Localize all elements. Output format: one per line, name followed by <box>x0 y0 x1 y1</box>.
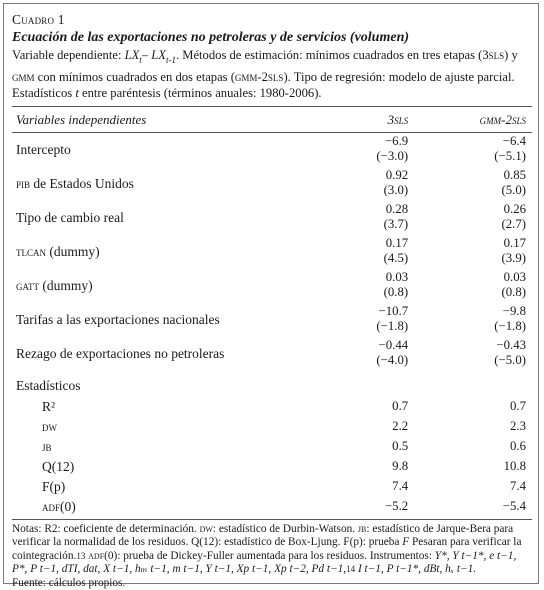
cell-3sls <box>326 132 409 167</box>
stat-label: R² <box>42 398 56 414</box>
stat-gmm2sls <box>408 415 532 435</box>
stat-gmm2sls <box>408 435 532 455</box>
row-label <box>16 269 326 293</box>
table-container <box>12 12 532 590</box>
t-stat: (0.8) <box>383 284 409 299</box>
coef-value: 0.17 <box>503 235 526 250</box>
coef-value: 0.03 <box>503 269 526 284</box>
t-stat: (−4.0) <box>376 352 409 367</box>
stat-label: jb <box>42 438 52 454</box>
coef-value: 0.28 <box>385 201 409 216</box>
coef-value: 0.17 <box>385 235 409 250</box>
t-stat: (2.7) <box>501 216 526 231</box>
coef-value: −10.7 <box>378 303 409 318</box>
coef-value: 0.03 <box>385 269 409 284</box>
stat-label-cell <box>12 395 326 415</box>
table-row <box>12 201 532 235</box>
coef-value: 0.26 <box>503 201 526 216</box>
row-label-rest: (dummy) <box>39 277 93 293</box>
stat-value: 0.6 <box>510 438 526 453</box>
empty-cell <box>408 371 532 395</box>
stat-3sls <box>326 495 409 520</box>
stats-heading-cell <box>12 371 326 395</box>
stat-3sls <box>326 395 409 415</box>
t-stat: (−5.0) <box>494 352 526 367</box>
row-label <box>16 235 326 259</box>
stat-label-cell <box>12 435 326 455</box>
t-stat: (4.5) <box>383 250 409 265</box>
stat-label: F(p) <box>42 478 66 494</box>
stat-value: 0.5 <box>392 438 409 453</box>
coef-value: −0.44 <box>378 337 409 352</box>
table-description: Variable dependiente: $LX_t-$ $LX_{t-1}$. Métodos de estimación: mínimos cuadrados en tres etapas (3sls) y gmm con mínimos cuadrados en dos etapas (gmm-2sls). Tipo de regresión: modelo de ajuste parcial. Estadísticos t entre paréntesis (términos anuales: 1980-2006). <box>12 47 532 107</box>
row-label: Tarifas a las exportaciones nacionales <box>16 311 220 327</box>
stat-value: −5.2 <box>384 498 409 513</box>
coef-value: −6.9 <box>384 133 409 148</box>
stat-label-cell <box>12 475 326 495</box>
row-label <box>16 167 326 191</box>
stat-value: 10.8 <box>503 458 526 473</box>
stat-label-cell <box>12 495 326 520</box>
stat-value: 2.2 <box>392 418 409 433</box>
t-stat: (−1.8) <box>494 318 526 333</box>
cell-3sls <box>326 235 409 269</box>
stat-3sls <box>326 435 409 455</box>
row-label-cell <box>12 235 326 269</box>
coef-value: −9.8 <box>502 303 526 318</box>
coef-value: −6.4 <box>502 133 526 148</box>
source-note: Fuente: cálculos propios. <box>12 576 126 589</box>
row-label: Intercepto <box>16 141 71 157</box>
row-label-rest: (dummy) <box>46 243 100 259</box>
table-header-row <box>12 107 532 133</box>
stat-label: Q(12) <box>42 458 75 474</box>
table-row <box>12 132 532 167</box>
table-row <box>12 269 532 303</box>
table-row <box>12 235 532 269</box>
stat-row <box>12 395 532 415</box>
t-stat: (−1.8) <box>376 318 409 333</box>
stat-gmm2sls <box>408 455 532 475</box>
stat-label: adf(0) <box>42 498 76 514</box>
t-stat: (5.0) <box>501 182 526 197</box>
stat-label: dw <box>42 418 57 434</box>
row-label-cell <box>12 337 326 371</box>
stat-value: 7.4 <box>392 478 409 493</box>
stat-gmm2sls <box>408 475 532 495</box>
cell-gmm2sls <box>408 167 532 201</box>
stat-gmm2sls <box>408 495 532 520</box>
stat-value: 0.7 <box>510 398 526 413</box>
row-label-cell <box>12 201 326 235</box>
row-label-cell <box>12 132 326 167</box>
row-label-cell <box>12 303 326 337</box>
col-header-3sls: 3sls <box>326 107 409 133</box>
empty-cell <box>326 371 409 395</box>
coef-value: −0.43 <box>496 337 526 352</box>
stat-3sls <box>326 415 409 435</box>
t-stat: (−5.1) <box>494 148 526 163</box>
t-stat: (0.8) <box>501 284 526 299</box>
cell-3sls <box>326 201 409 235</box>
row-label-cell <box>12 167 326 201</box>
regression-table <box>12 107 532 520</box>
coef-value: 0.92 <box>385 167 409 182</box>
cell-3sls <box>326 269 409 303</box>
table-row <box>12 337 532 371</box>
row-label-rest: de Estados Unidos <box>30 175 134 191</box>
stat-row <box>12 435 532 455</box>
table-row <box>12 167 532 201</box>
table-title: Ecuación de las exportaciones no petroleras y de servicios (volumen) <box>12 30 410 45</box>
cell-3sls <box>326 167 409 201</box>
stat-label-cell <box>12 455 326 475</box>
stats-heading-row <box>12 371 532 395</box>
stats-heading: Estadísticos <box>16 377 81 393</box>
t-stat: (3.0) <box>383 182 409 197</box>
cell-gmm2sls <box>408 201 532 235</box>
row-label: Rezago de exportaciones no petroleras <box>16 345 225 361</box>
stat-row <box>12 475 532 495</box>
stat-row <box>12 455 532 475</box>
row-label-cell <box>12 269 326 303</box>
stat-3sls <box>326 455 409 475</box>
table-label: Cuadro 1 <box>12 12 65 27</box>
coef-value: 0.85 <box>503 167 526 182</box>
stat-row <box>12 415 532 435</box>
col-header-gmm2sls: gmm-2sls <box>408 107 532 133</box>
cell-gmm2sls <box>408 337 532 371</box>
t-stat: (−3.0) <box>376 148 409 163</box>
row-label-abbrev: pib <box>16 175 31 191</box>
cell-3sls <box>326 337 409 371</box>
stat-value: 0.7 <box>392 398 409 413</box>
row-label-abbrev: gatt <box>16 277 39 293</box>
col-header-variables: Variables independientes <box>12 107 326 133</box>
cell-3sls <box>326 303 409 337</box>
row-label: Tipo de cambio real <box>16 209 124 225</box>
stat-value: 9.8 <box>392 458 409 473</box>
cell-gmm2sls <box>408 235 532 269</box>
stat-3sls <box>326 475 409 495</box>
stat-value: −5.4 <box>502 498 526 513</box>
table-notes: Notas: R2: coeficiente de determinación. dw: estadístico de Durbin-Watson. jb: estadístico de Jarque-Bera para verificar la normalidad de los residuos. Q(12): estadístico de Box-Ljung. F(p): prueba F Pesaran para verificar la cointegración.$^{13}$ adf(0): prueba de Dickey-Fuller aumentada para los residuos. Instrumentos: Y*, Y t−1*, e t−1, P*, P t−1, dTI, dat, X t−1, hₘ t−1, m t−1, Y t−1, Xp t−1, Xp t−2, Pd t−1,14 I t−1, P t−1*, dBt, hₓ t−1. Fuente: cálculos propios. <box>12 522 522 589</box>
stat-row <box>12 495 532 520</box>
cell-gmm2sls <box>408 269 532 303</box>
cell-gmm2sls <box>408 303 532 337</box>
stat-gmm2sls <box>408 395 532 415</box>
cell-gmm2sls <box>408 132 532 167</box>
stat-value: 2.3 <box>510 418 526 433</box>
stat-label-cell <box>12 415 326 435</box>
t-stat: (3.9) <box>501 250 526 265</box>
t-stat: (3.7) <box>383 216 409 231</box>
table-row <box>12 303 532 337</box>
stat-value: 7.4 <box>510 478 526 493</box>
row-label-abbrev: tlcan <box>16 243 46 259</box>
